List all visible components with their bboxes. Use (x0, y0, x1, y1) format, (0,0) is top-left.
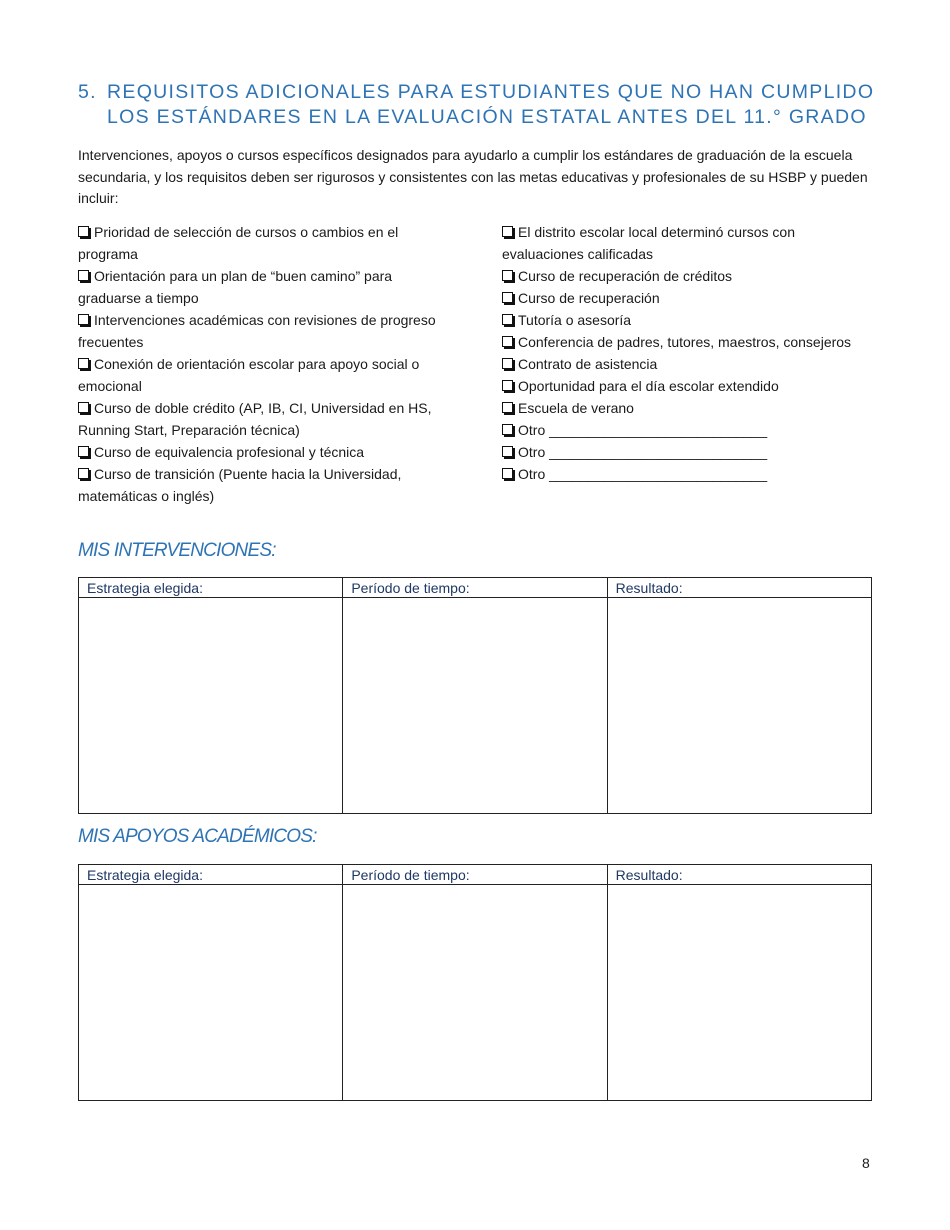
checkbox-icon[interactable] (78, 446, 89, 457)
checkbox-icon[interactable] (502, 402, 513, 413)
option-label: Prioridad de selección de cursos o cambios en el programa (78, 224, 399, 262)
option-label: Curso de recuperación (518, 290, 660, 306)
option-label: Intervenciones académicas con revisiones de progreso frecuentes (78, 312, 436, 350)
checkbox-option[interactable] (78, 441, 458, 463)
option-label: Tutoría o asesoría (518, 312, 632, 328)
checkbox-option[interactable] (78, 309, 458, 353)
checkbox-option[interactable] (502, 221, 877, 265)
checkbox-option-other[interactable] (502, 441, 877, 463)
column-header-strategy: Estrategia elegida: (79, 578, 343, 598)
option-label: Otro ____________________________ (518, 444, 768, 460)
checkbox-icon[interactable] (78, 314, 89, 325)
option-label: Conferencia de padres, tutores, maestros, consejeros (518, 334, 852, 350)
checkbox-option[interactable] (502, 287, 877, 309)
checkbox-icon[interactable] (502, 424, 513, 435)
academic-supports-title: MIS APOYOS ACADÉMICOS: (78, 826, 317, 847)
checkbox-icon[interactable] (78, 358, 89, 369)
strategy-cell[interactable] (79, 885, 343, 1101)
option-label: Curso de recuperación de créditos (518, 268, 733, 284)
checkbox-option-other[interactable] (502, 463, 877, 485)
checkbox-option[interactable] (78, 221, 458, 265)
section-heading (78, 80, 878, 130)
period-cell[interactable] (343, 885, 607, 1101)
checkbox-icon[interactable] (502, 358, 513, 369)
option-label: El distrito escolar local determinó cursos con evaluaciones calificadas (502, 224, 796, 262)
checkbox-icon[interactable] (502, 314, 513, 325)
section-number: 5. (78, 81, 97, 103)
column-header-result: Resultado: (607, 578, 871, 598)
option-label: Curso de equivalencia profesional y técnica (94, 444, 365, 460)
strategy-cell[interactable] (79, 598, 343, 814)
intro-paragraph: Intervenciones, apoyos o cursos específicos designados para ayudarlo a cumplir los estándares de graduación de la escuela secundaria, y los requisitos deben ser rigurosos y consistentes con las metas educativas y profesionales de su HSBP y pueden incluir: (78, 147, 868, 206)
checkbox-icon[interactable] (502, 270, 513, 281)
checkbox-option[interactable] (78, 397, 458, 441)
option-label: Contrato de asistencia (518, 356, 658, 372)
checkbox-option[interactable] (502, 397, 877, 419)
checkbox-icon[interactable] (502, 380, 513, 391)
column-header-strategy: Estrategia elegida: (79, 865, 343, 885)
checkbox-option[interactable] (502, 309, 877, 331)
checkbox-option-other[interactable] (502, 419, 877, 441)
option-label: Oportunidad para el día escolar extendido (518, 378, 779, 394)
checkbox-option[interactable] (502, 375, 877, 397)
checkbox-icon[interactable] (78, 402, 89, 413)
option-label: Otro ____________________________ (518, 422, 768, 438)
option-label: Conexión de orientación escolar para apoyo social o emocional (78, 356, 420, 394)
section-heading-text: REQUISITOS ADICIONALES PARA ESTUDIANTES QUE NO HAN CUMPLIDO LOS ESTÁNDARES EN LA EVALUACIÓN ESTATAL ANTES DEL 11.° GRADO (107, 81, 875, 128)
checkbox-icon[interactable] (502, 292, 513, 303)
checkbox-icon[interactable] (78, 270, 89, 281)
column-header-period: Período de tiempo: (343, 578, 607, 598)
checkbox-icon[interactable] (78, 468, 89, 479)
option-label: Curso de doble crédito (AP, IB, CI, Universidad en HS, Running Start, Preparación técnica) (78, 400, 432, 438)
result-cell[interactable] (607, 885, 871, 1101)
checkbox-icon[interactable] (502, 226, 513, 237)
checkbox-option[interactable] (502, 265, 877, 287)
period-cell[interactable] (343, 598, 607, 814)
options-right-column (502, 221, 877, 485)
checkbox-icon[interactable] (502, 468, 513, 479)
option-label: Otro ____________________________ (518, 466, 768, 482)
checkbox-icon[interactable] (502, 446, 513, 457)
checkbox-option[interactable] (502, 331, 877, 353)
option-label: Orientación para un plan de “buen camino” para graduarse a tiempo (78, 268, 393, 306)
checkbox-icon[interactable] (78, 226, 89, 237)
checkbox-icon[interactable] (502, 336, 513, 347)
column-header-period: Período de tiempo: (343, 865, 607, 885)
option-label: Escuela de verano (518, 400, 634, 416)
checkbox-option[interactable] (78, 353, 458, 397)
checkbox-option[interactable] (78, 463, 458, 507)
option-label: Curso de transición (Puente hacia la Universidad, matemáticas o inglés) (78, 466, 402, 504)
page-number: 8 (862, 1155, 870, 1171)
column-header-result: Resultado: (607, 865, 871, 885)
interventions-table (78, 577, 872, 814)
checkbox-option[interactable] (78, 265, 458, 309)
interventions-title: MIS INTERVENCIONES: (78, 540, 276, 561)
checkbox-option[interactable] (502, 353, 877, 375)
result-cell[interactable] (607, 598, 871, 814)
options-left-column (78, 221, 458, 507)
academic-supports-table (78, 864, 872, 1101)
